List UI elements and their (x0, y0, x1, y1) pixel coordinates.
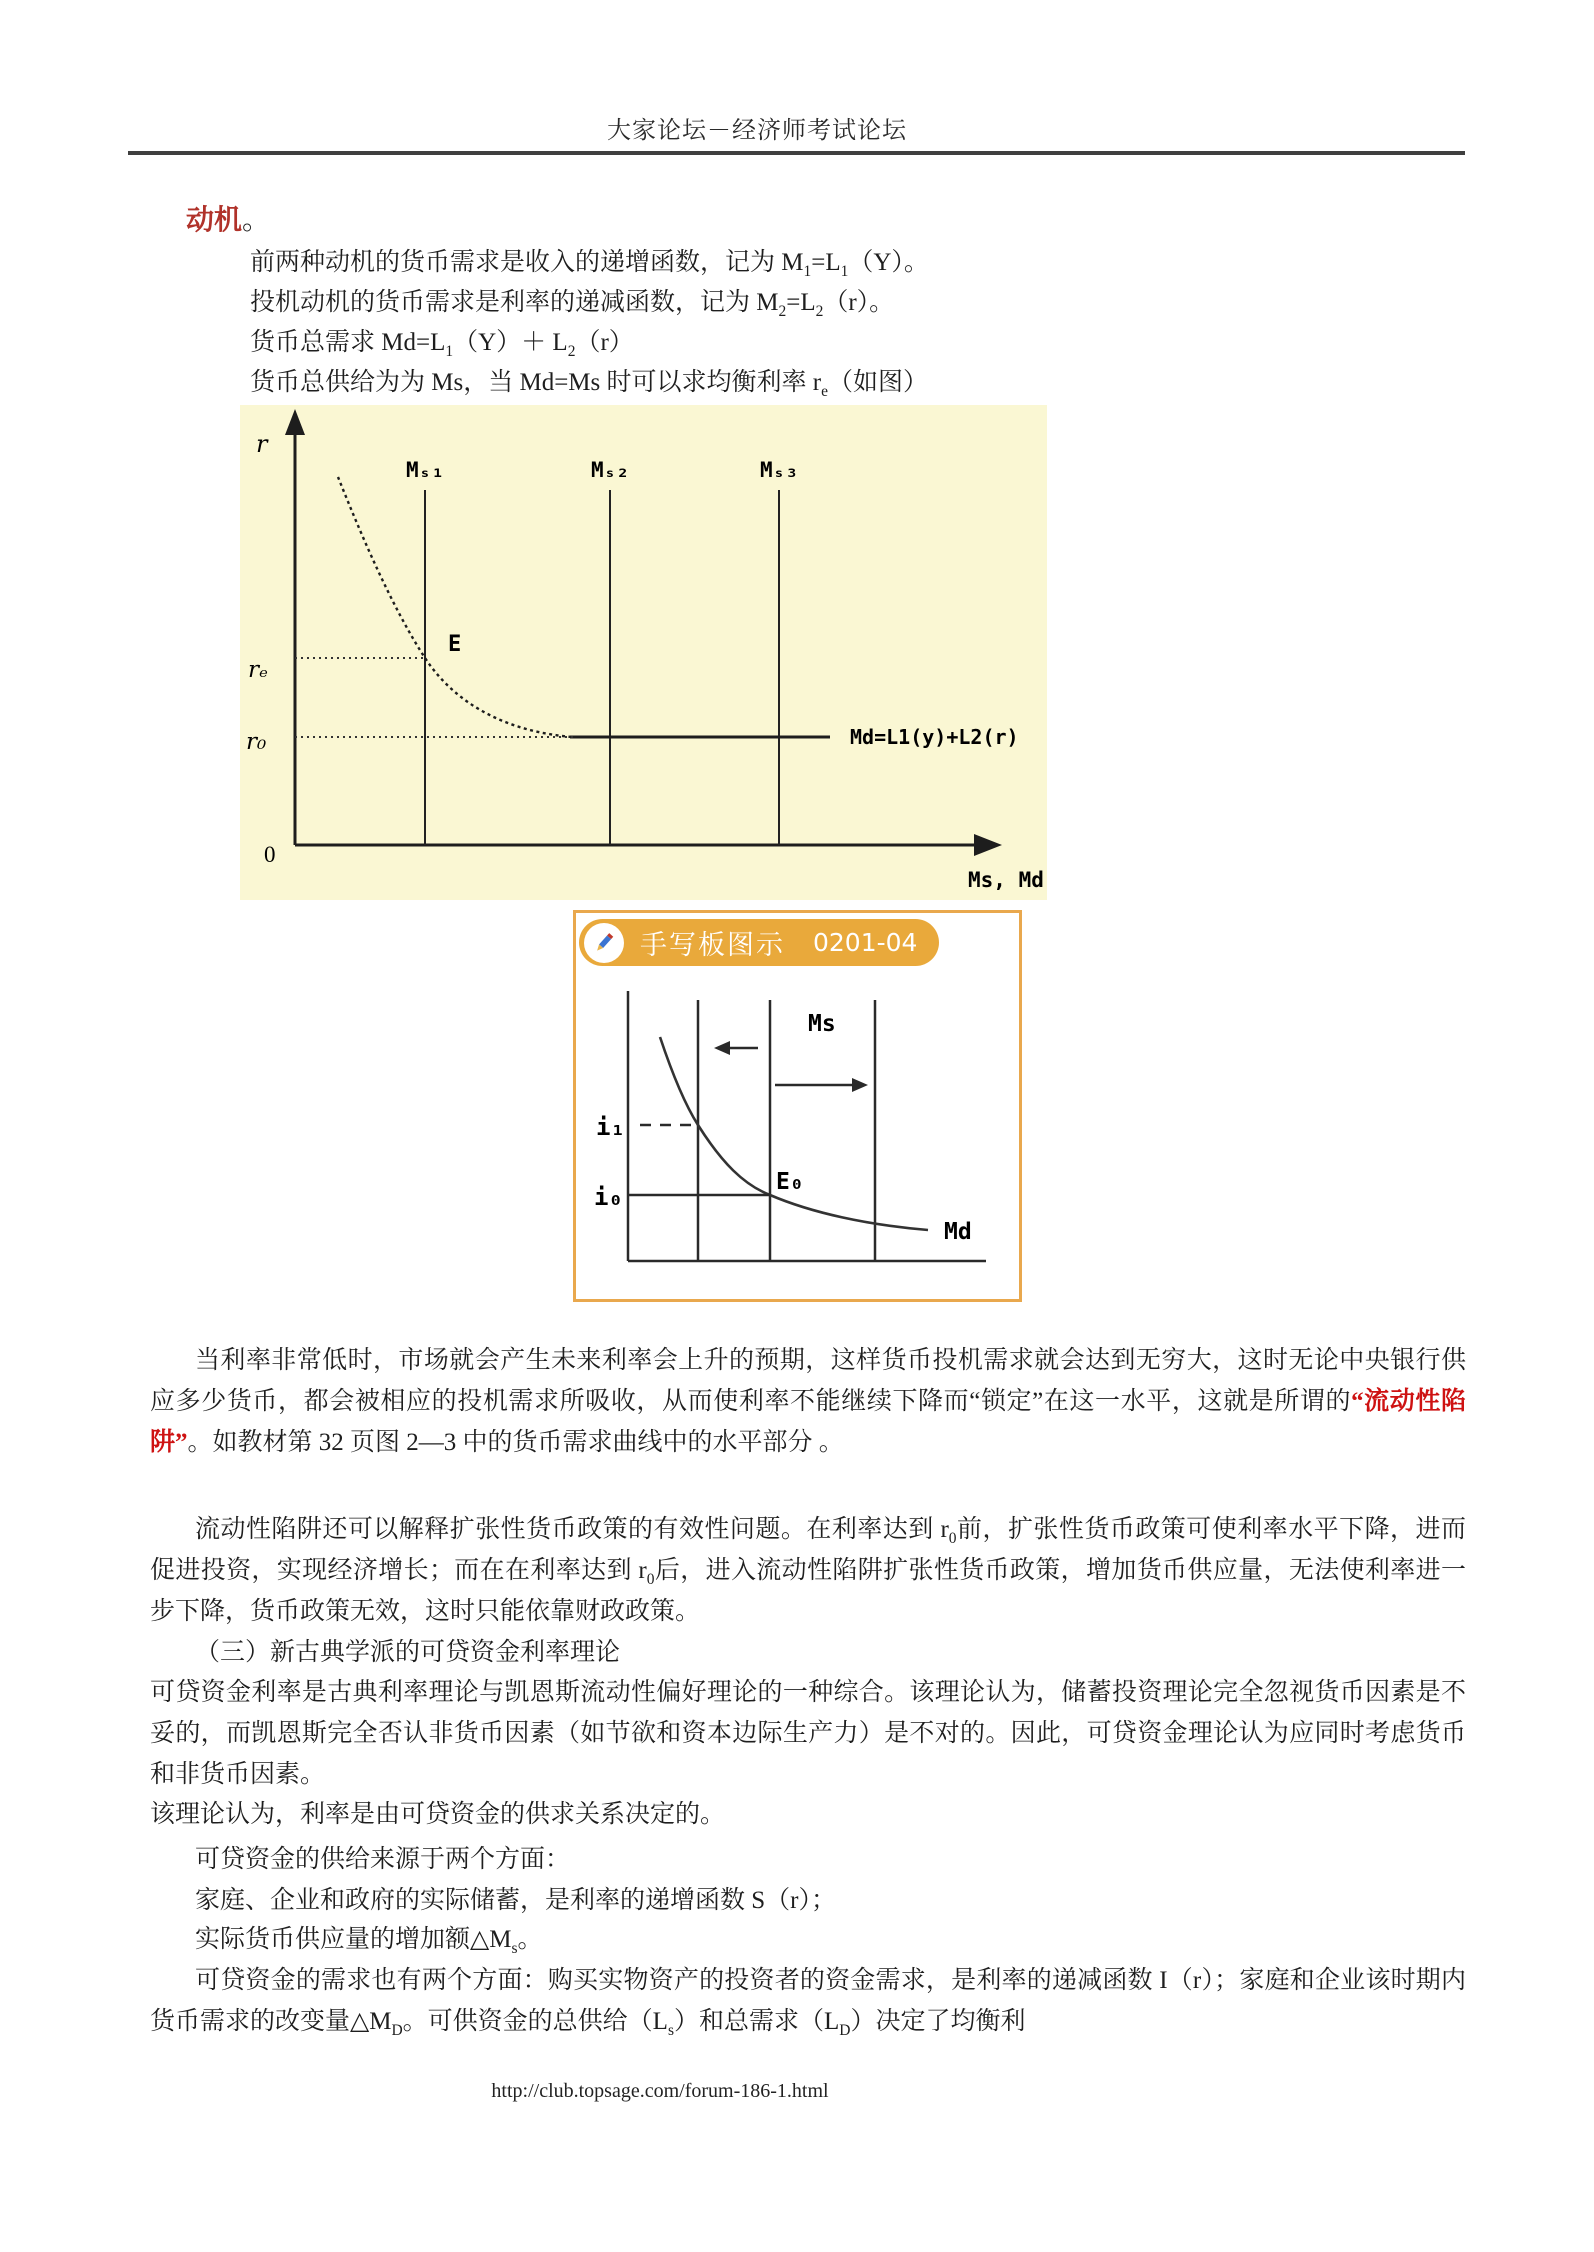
fig2-ms-label: Ms (808, 1011, 836, 1037)
formula-line-m1: 前两种动机的货币需求是收入的递增函数，记为 $M_1=L_1(Y)$。 (250, 249, 929, 280)
fig2-md-label: Md (944, 1219, 972, 1245)
i0-label: i₀ (594, 1183, 623, 1211)
r0-label: r₀ (246, 729, 267, 755)
paragraph-policy-effect: 流动性陷阱还可以解释扩张性货币政策的有效性问题。在利率达到 $r_0$前，扩张性货币政策可使利率水平下降，进而促进投资，实现经济增长；而在在利率达到 $r_0$后，进入流动性陷阱扩张性货币政策，增加货币供应量，无法使利率进一步下降，货币政策无效，这时只能依靠财政政策。 (150, 1516, 1466, 1625)
footer-url: http://club.topsage.com/forum-186-1.html (491, 2080, 829, 2102)
handwriting-board-header (579, 919, 939, 966)
ms2-label: Mₛ₂ (591, 458, 629, 482)
page-header-title: 大家论坛－经济师考试论坛 (607, 118, 907, 144)
ms1-label: Mₛ₁ (406, 458, 444, 482)
paragraph-loanable-funds: 可贷资金利率是古典利率理论与凯恩斯流动性偏好理论的一种综合。该理论认为，储蓄投资理论完全忽视货币因素是不妥的，而凯恩斯完全否认非货币因素（如节欲和资本边际生产力）是不对的。因此，可贷资金理论认为应同时考虑货币和非货币因素。 (150, 1679, 1466, 1788)
figure-money-market (240, 405, 1047, 905)
paragraph-theory-statement: 该理论认为，利率是由可贷资金的供求关系决定的。 (150, 1801, 726, 1828)
y-axis-label: r (256, 430, 268, 458)
paragraph-savings-function: 家庭、企业和政府的实际储蓄，是利率的递增函数 S（r）； (195, 1887, 836, 1914)
paragraph-supply-sources: 可贷资金的供给来源于两个方面： (195, 1846, 571, 1873)
demand-curve-label: Md=L1(y)+L2(r) (850, 725, 1019, 749)
section-heading-red: 动机 (186, 205, 243, 236)
paragraph-money-increase: 实际货币供应量的增加额$\triangle M_s$。 (195, 1926, 543, 1957)
handwriting-graph-svg (576, 973, 1025, 1303)
ms3-label: Mₛ₃ (760, 458, 798, 482)
handwriting-board-title: 手写板图示 (640, 930, 785, 960)
header-divider (128, 151, 1465, 155)
e0-label: E₀ (776, 1169, 804, 1195)
figure-background (240, 405, 1047, 900)
paragraph-demand-sources: 可贷资金的需求也有两个方面：购买实物资产的投资者的资金需求，是利率的递减函数 I（r）；家庭和企业该时期内货币需求的改变量$\triangle M_D$。可供资金的总供给$(L_s)$和总需求$(L_D)$决定了均衡利 (150, 1967, 1466, 2039)
formula-line-ms: 货币总供给为为 Ms，当 Md=Ms 时可以求均衡利率 $r_e$（如图） (250, 369, 928, 400)
pencil-icon (584, 923, 624, 963)
formula-line-m2: 投机动机的货币需求是利率的递减函数，记为 $M_2=L_2(r)$。 (250, 289, 895, 320)
formula-line-md: 货币总需求 $Md=L_1(Y)+ L_2(r)$ (250, 329, 634, 360)
paragraph-section3-heading: （三）新古典学派的可贷资金利率理论 (195, 1639, 621, 1666)
origin-label: 0 (264, 842, 276, 867)
x-axis-label: Ms, Md (968, 868, 1044, 892)
paragraph-liquidity-trap: 当利率非常低时，市场就会产生未来利率会上升的预期，这样货币投机需求就会达到无穷大，这时无论中央银行供应多少货币，都会被相应的投机需求所吸收，从而使利率不能继续下降而“锁定”在这一水平，这就是所谓的“流动性陷阱”。如教材第 32 页图 2—3 中的货币需求曲线中的水平部分 。 (150, 1347, 1466, 1456)
right-shift-arrowhead (852, 1078, 868, 1092)
fig2-md-curve (660, 1037, 928, 1230)
equilibrium-point-label: E (448, 632, 462, 657)
handwriting-board-code: 0201-04 (813, 928, 918, 957)
handwriting-board-panel (573, 910, 1022, 1302)
section-heading (186, 198, 270, 238)
section-heading-tail: 。 (242, 205, 271, 236)
left-shift-arrowhead (714, 1041, 730, 1055)
i1-label: i₁ (596, 1113, 625, 1141)
re-label: rₑ (248, 657, 268, 683)
figure-money-market-svg (240, 405, 1047, 900)
